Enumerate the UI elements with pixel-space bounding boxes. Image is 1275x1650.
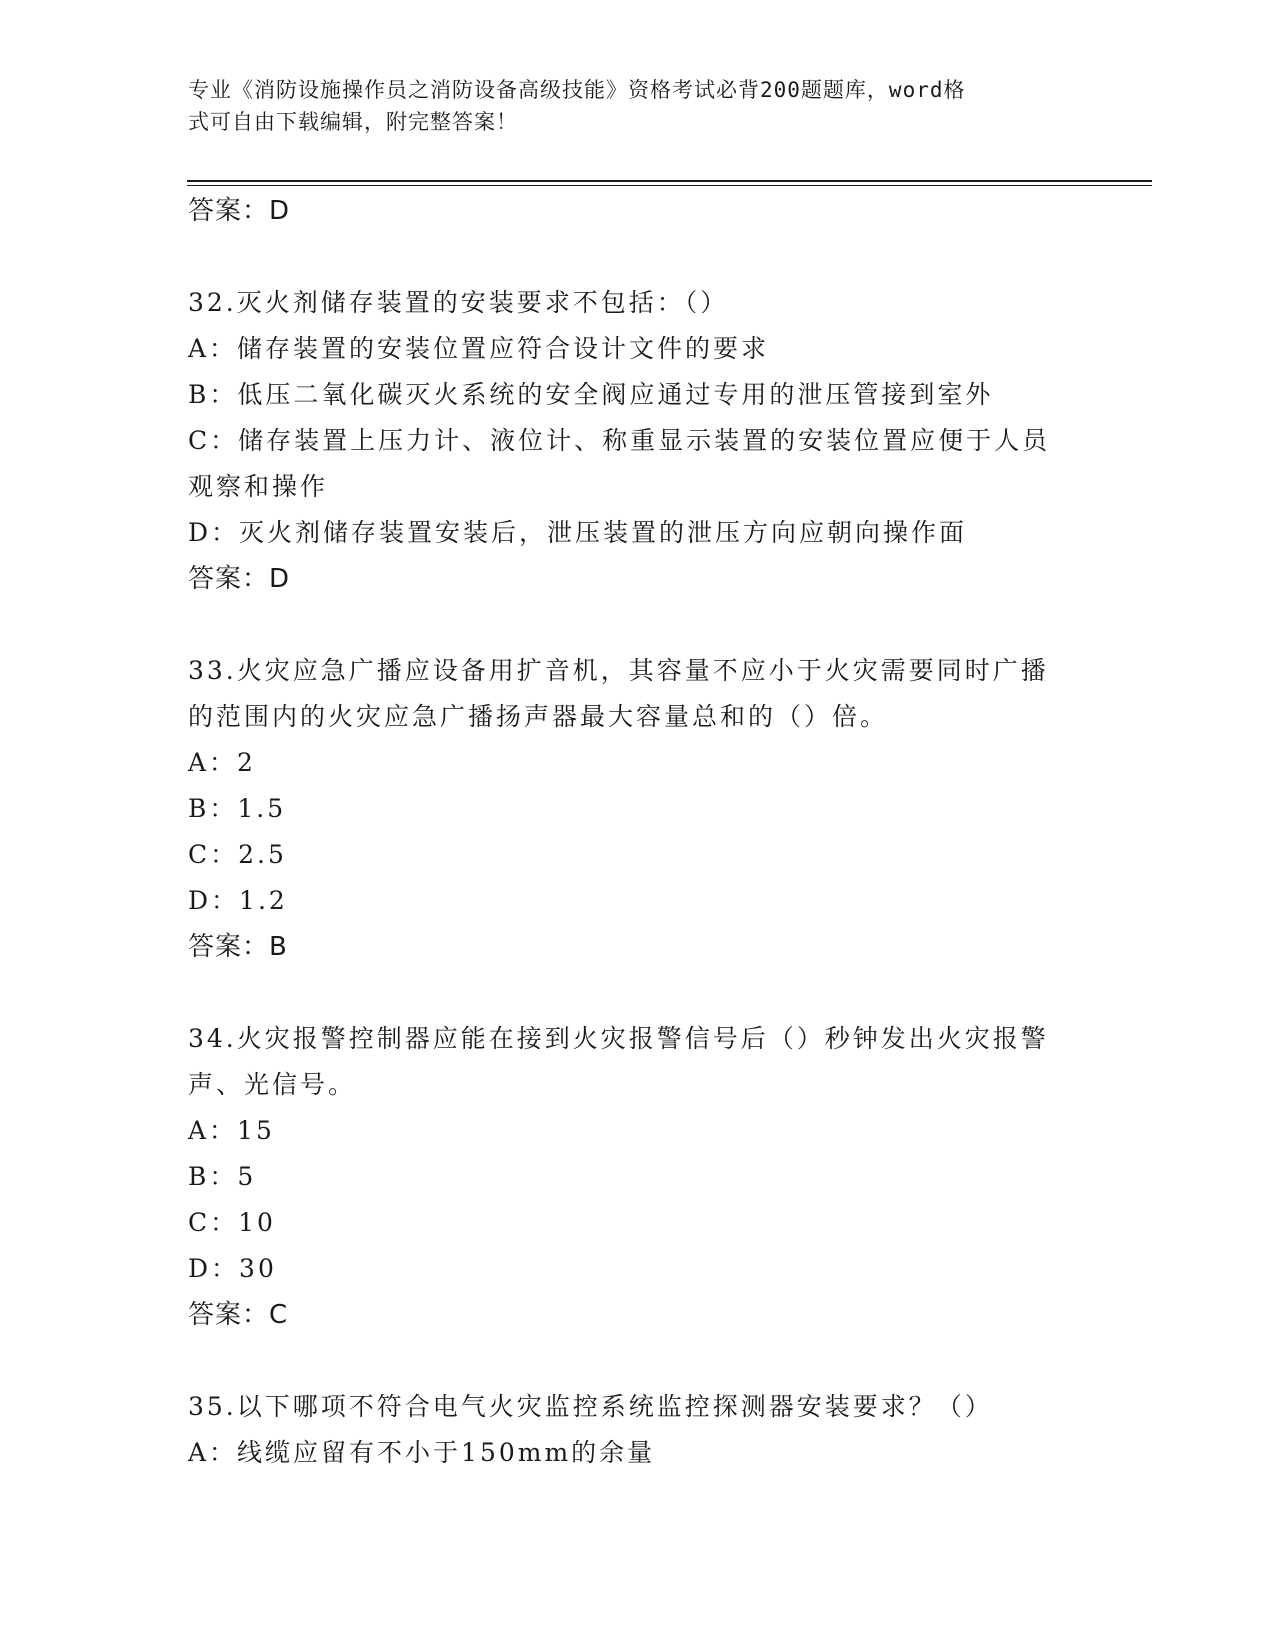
question-text: 35.以下哪项不符合电气火灾监控系统监控探测器安装要求？（） <box>188 1392 993 1421</box>
option-a: A：15 <box>188 1116 275 1145</box>
option-b: B：低压二氧化碳灭火系统的安全阀应通过专用的泄压管接到室外 <box>188 380 994 409</box>
question-text: 33.火灾应急广播应设备用扩音机，其容量不应小于火灾需要同时广播 <box>188 656 1049 685</box>
answer: 答案：B <box>188 932 288 962</box>
option-b: B：1.5 <box>188 794 287 823</box>
header-rule-thick <box>187 180 1152 182</box>
question-text-continued: 声、光信号。 <box>188 1070 357 1099</box>
header-line-1: 专业《消防设施操作员之消防设备高级技能》资格考试必背200题题库，word格 <box>188 78 966 102</box>
question-33 <box>188 648 1088 970</box>
option-c-continued: 观察和操作 <box>188 472 329 501</box>
option-b: B：5 <box>188 1162 257 1191</box>
header-line-2: 式可自由下载编辑，附完整答案！ <box>188 110 518 134</box>
question-text: 32.灭火剂储存装置的安装要求不包括：（） <box>188 288 729 317</box>
question-text-continued: 的范围内的火灾应急广播扬声器最大容量总和的（）倍。 <box>188 702 889 731</box>
document-header <box>188 74 1068 138</box>
option-d: D：灭火剂储存装置安装后，泄压装置的泄压方向应朝向操作面 <box>188 518 968 547</box>
option-c: C：储存装置上压力计、液位计、称重显示装置的安装位置应便于人员 <box>188 426 1051 455</box>
question-text: 34.火灾报警控制器应能在接到火灾报警信号后（）秒钟发出火灾报警 <box>188 1024 1049 1053</box>
question-35 <box>188 1384 1088 1476</box>
question-list <box>188 188 1088 1476</box>
option-a: A：储存装置的安装位置应符合设计文件的要求 <box>188 334 770 363</box>
option-c: C：10 <box>188 1208 276 1237</box>
option-a: A：线缆应留有不小于150mm的余量 <box>188 1438 656 1467</box>
question-32 <box>188 280 1088 602</box>
option-d: D：1.2 <box>188 886 288 915</box>
answer: 答案：C <box>188 1300 289 1330</box>
answer: 答案：D <box>188 564 291 594</box>
header-rule-thin <box>187 185 1152 186</box>
option-a: A：2 <box>188 748 256 777</box>
option-d: D：30 <box>188 1254 277 1283</box>
question-34 <box>188 1016 1088 1338</box>
option-c: C：2.5 <box>188 840 287 869</box>
previous-answer: 答案：D <box>188 196 291 226</box>
